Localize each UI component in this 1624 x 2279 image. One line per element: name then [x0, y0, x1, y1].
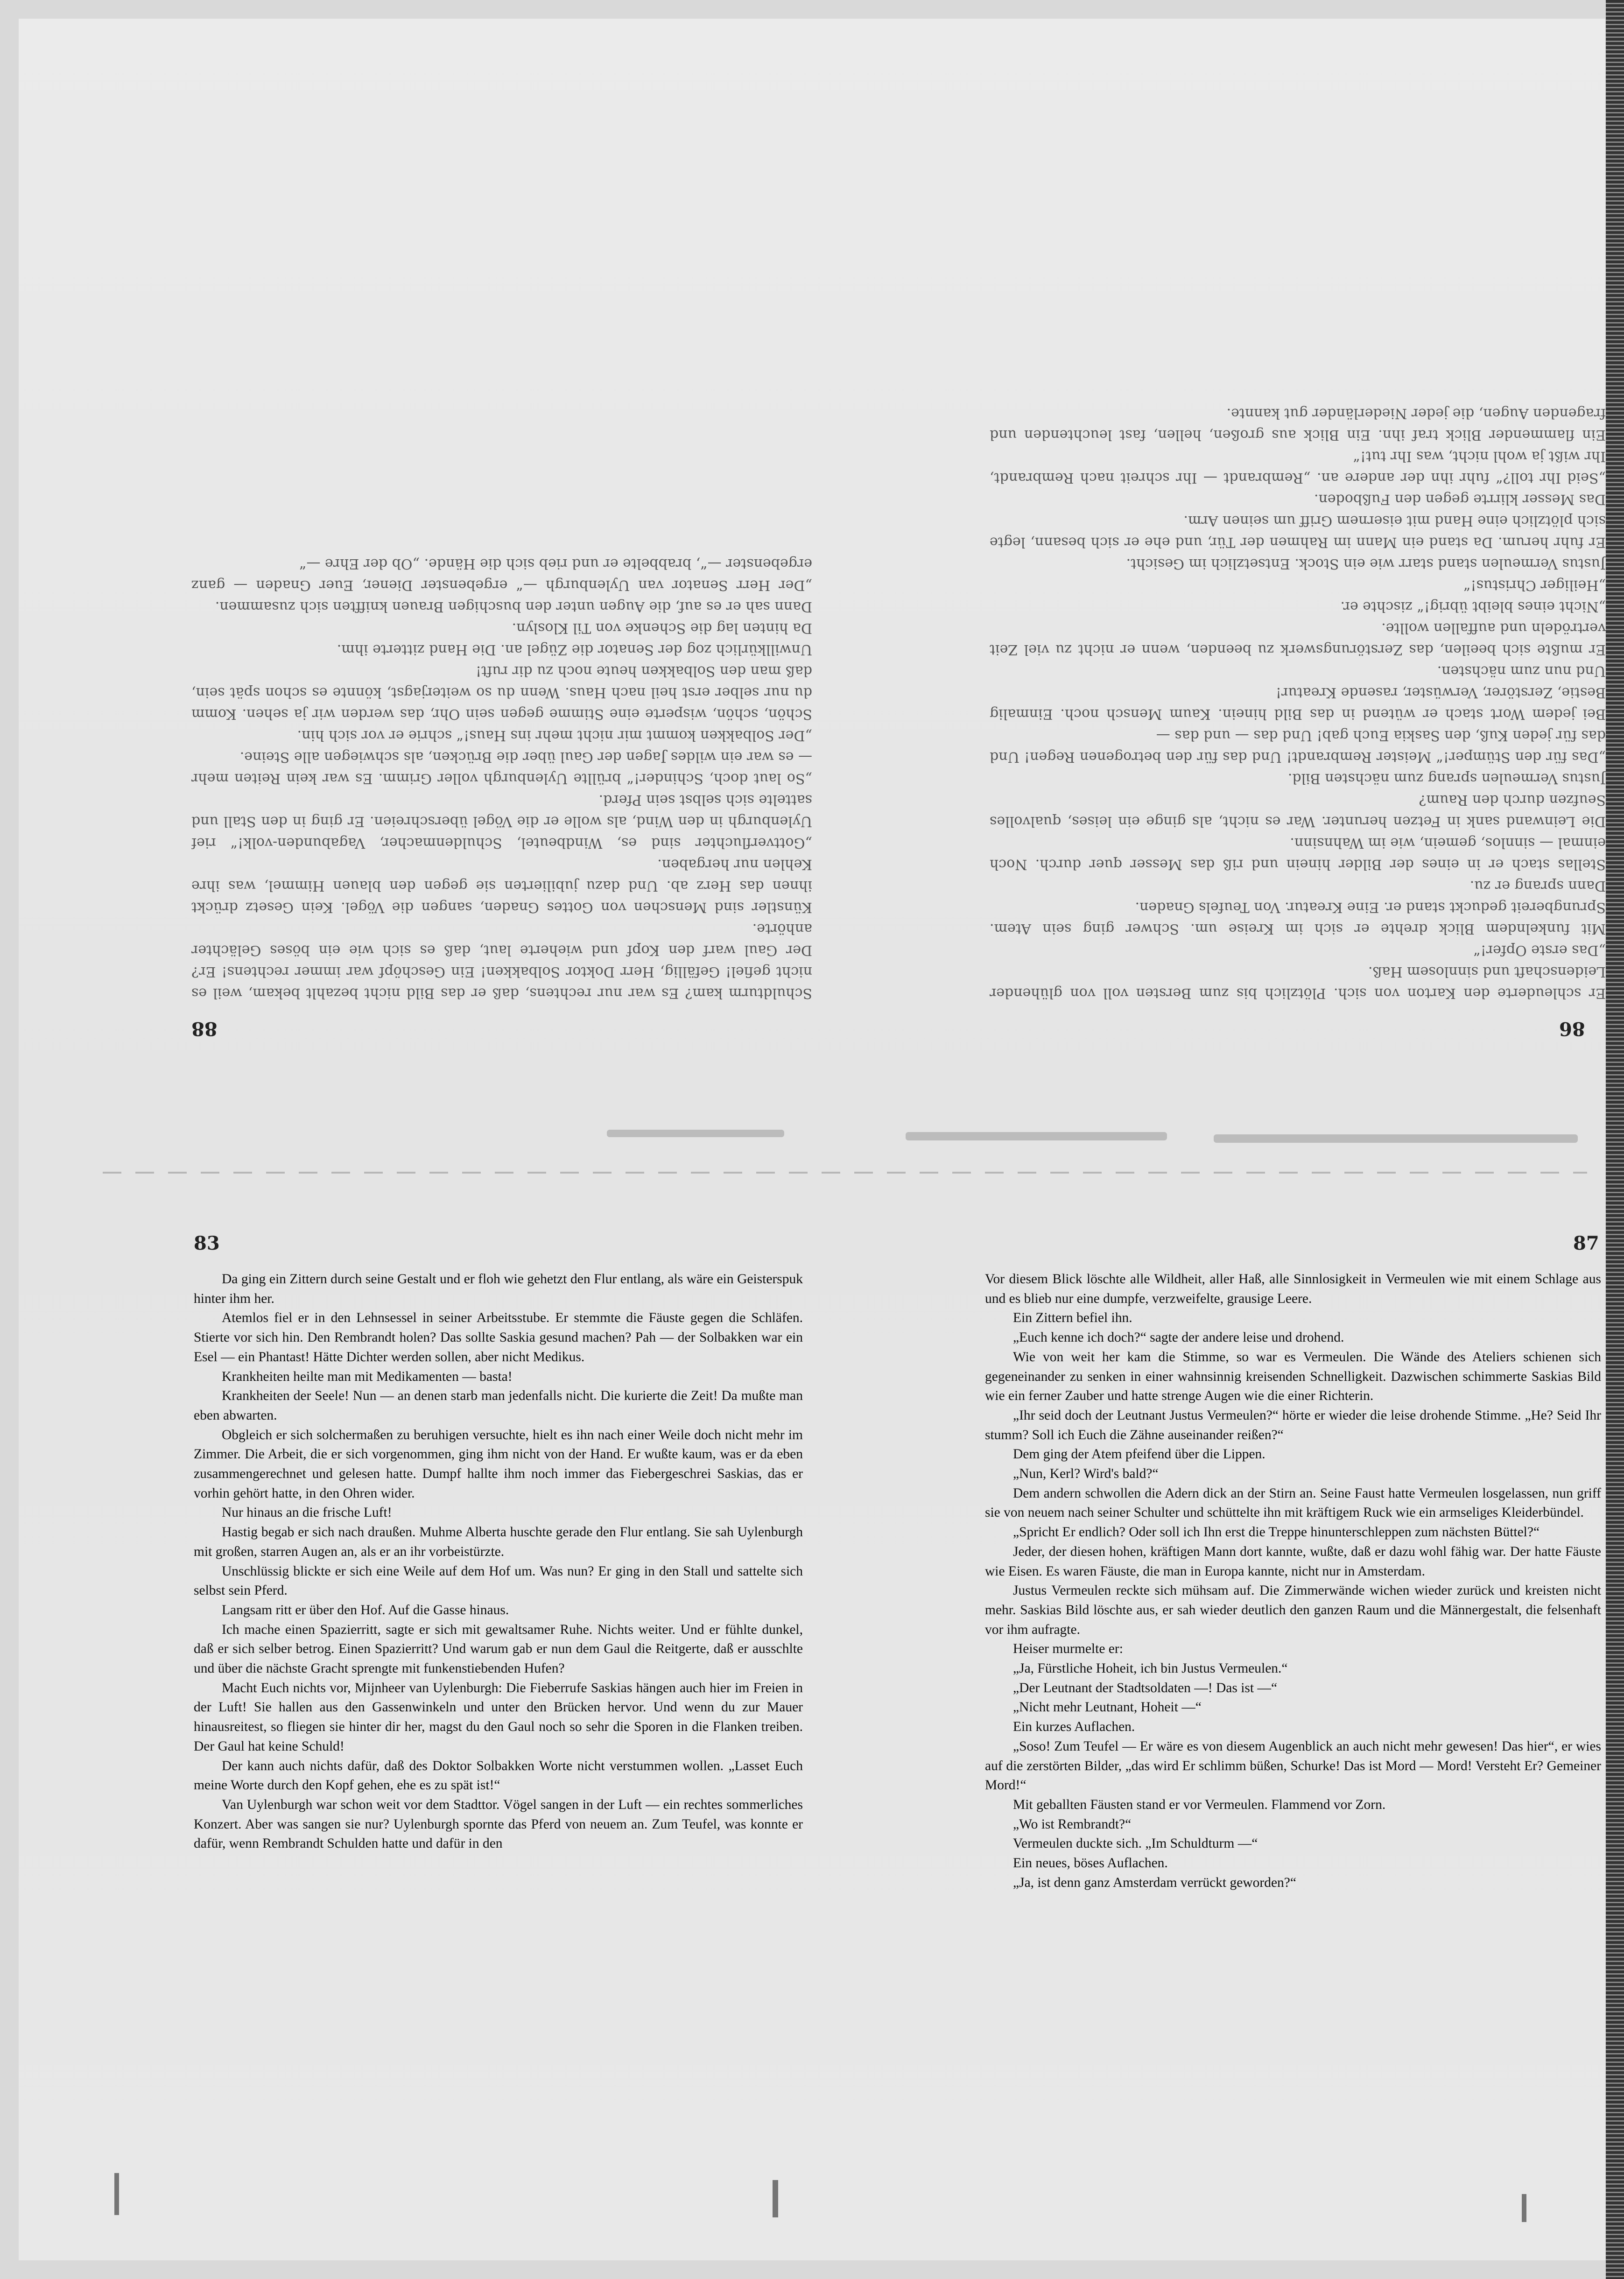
paragraph: Dem andern schwollen die Adern dick an der Stirn an. Seine Faust hatte Vermeulen losgelassen, nun griff sie von neuem nach seiner Schulter und schüttelte ihn mit kräftigem Ruck wie ein armseliges Kleiderbündel. [985, 1485, 1601, 1520]
paragraph: „Der Herr Senator van Uylenburgh —“ ergebenster Diener, Euer Gnaden — ganz ergebenster —“, brabbelte er und rieb sich die Hände. „Ob der Ehre —“ [191, 556, 812, 593]
paragraph: Unwillkürlich zog der Senator die Zügel an. Die Hand zitterte ihm. [337, 641, 812, 658]
paragraph: Ich mache einen Spazierritt, sagte er sich mit gewaltsamer Ruhe. Nichts weiter. Und er fühlte dunkel, daß er sich selber betrog. Einen Spazierritt? Und warum gab er nun dem Gaul die Reitgerte, daß er ausschlte und über die nächste Gracht sprengte mit funkenstiebenden Hufen? [194, 1622, 803, 1676]
paragraph: „Der Leutnant der Stadtsoldaten —! Das ist —“ [1013, 1680, 1278, 1695]
upside-down-page-right [990, 140, 1606, 1004]
bleed-through-header-left [607, 1130, 784, 1137]
paragraph: Mit geballten Fäusten stand er vor Vermeulen. Flammend vor Zorn. [1013, 1797, 1386, 1812]
paragraph: Nur hinaus an die frische Luft! [222, 1505, 392, 1520]
paragraph: Justus Vermeulen sprang zum nächsten Bild. [1287, 770, 1606, 787]
scan-edge-strip [1606, 0, 1624, 2279]
bottom-margin-mark-2 [773, 2180, 778, 2217]
paragraph: Schön, schön, wisperte eine Stimme gegen sein Ohr, das werden wir ja sehen. Komm du nur selber erst heil nach Haus. Wenn du so weiterjagst, könnte es schon spät sein, daß man den Solbakken heute noch zu dir ruft! [191, 663, 812, 722]
paragraph: „Ja, ist denn ganz Amsterdam verrückt geworden?“ [1013, 1875, 1296, 1890]
paragraph: Heiser murmelte er: [1013, 1641, 1123, 1657]
paragraph: Er schleuderte den Karton von sich. Plötzlich bis zum Bersten voll von glühender Leidenschaft und sinnlosem Haß. [990, 964, 1606, 1001]
paragraph: „Seid Ihr toll?“ fuhr ihn der andere an. „Rembrandt — Ihr schreit nach Rembrandt, Ihr wißt ja wohl nicht, was Ihr tut!“ [990, 448, 1606, 486]
paragraph: Macht Euch nichts vor, Mijnheer van Uylenburgh: Die Fieberrufe Saskias hängen auch hier im Freien in der Luft! Sie hallen aus den Gassenwinkeln und unter den Brücken hervor. Und wenn du zur Mauer hinausreitest, so fliegen sie hinter dir her, magst du den Gaul noch so sehr die Sporen in die Flanken treiben. Der Gaul hat keine Schuld! [194, 1680, 803, 1754]
paragraph: Dem ging der Atem pfeifend über die Lippen. [1013, 1447, 1265, 1462]
paragraph: „Heiliger Christus!“ [1463, 577, 1606, 593]
paragraph: „Das erste Opfer!“ [1473, 942, 1606, 958]
paragraph: Ein kurzes Auflachen. [1013, 1719, 1135, 1735]
paragraph: Wie von weit her kam die Stimme, so war es Vermeulen. Die Wände des Ateliers schienen sich gegeneinander zu senken in einer wahnsinnig kreisenden Schnelligkeit. Dazwischen schimmerte Saskias Bild wie ein ferner Zauber und hatte strenge Augen wie die einer Richterin. [985, 1349, 1601, 1404]
paragraph: „So laut doch, Schinder!“ brüllte Uylenburgh voller Grimm. Es war kein Reiten mehr — es war ein wildes Jagen der Gaul über die Brücken, als schwiegen alle Steine. [191, 749, 812, 787]
paragraph: Van Uylenburgh war schon weit vor dem Stadttor. Vögel sangen in der Luft — ein rechtes sommerliches Konzert. Aber was sangen sie nur? Uylenburgh spornte das Pferd von neuem an. Zum Teufel, was konnte er dafür, wenn Rembrandt Schulden hatte und dafür in den [194, 1797, 803, 1851]
paragraph: Krankheiten heilte man mit Medikamenten — basta! [222, 1369, 513, 1384]
paragraph: Hastig begab er sich nach draußen. Muhme Alberta huschte gerade den Flur entlang. Sie sah Uylenburgh mit großen, starren Augen an, als er an ihr vorbeistürzte. [194, 1525, 803, 1559]
paragraph: Da ging ein Zittern durch seine Gestalt und er floh wie gehetzt den Flur entlang, als wäre ein Geisterspuk hinter ihm her. [194, 1272, 803, 1306]
paragraph: Die Leinwand sank in Fetzen herunter. War es nicht, als ginge ein leises, qualvolles Seufzen durch den Raum? [990, 792, 1606, 830]
paragraph: Schuldturm kam? Es war nur rechtens, daß er das Bild nicht bezahlt bekam, weil es nicht gefiel! Gefällig, Herr Doktor Solbakken! Ein Geschöpf war immer rechtens! Er? Der Gaul warf den Kopf und wieherte laut, daß es sich wie ein böses Gelächter anhörte. [191, 921, 812, 1001]
paragraph: Stellas stach er in eines der Bilder hinein und riß das Messer quer durch. Noch einmal — sinnlos, gemein, wie im Wahnsinn. [990, 835, 1606, 872]
paragraph: Langsam ritt er über den Hof. Auf die Gasse hinaus. [222, 1602, 509, 1618]
paragraph: Mit funkelndem Blick drehte er sich im Kreise um. Schwer ging sein Atem. Sprungbereit geduckt stand er. Eine Kreatur. Von Teufels Gnaden. [990, 899, 1606, 937]
page-number-86: 86 [1559, 1018, 1585, 1040]
paragraph: „Soso! Zum Teufel — Er wäre es von diesem Augenblick an auch nicht mehr gewesen! Das hier“, er wies auf die zerstörten Bilder, „das wird Er schlimm büßen, Schurke! Das ist Mord — Mord! Versteht Er? Gemeiner Mord!“ [985, 1738, 1601, 1793]
paragraph: Ein flammender Blick traf ihn. Ein Blick aus großen, hellen, fast leuchtenden und fragenden Augen, die jeder Niederländer gut kannte. [990, 405, 1606, 443]
paragraph: Dann sprang er zu. [1469, 878, 1606, 894]
paragraph: „Ja, Fürstliche Hoheit, ich bin Justus Vermeulen.“ [1013, 1661, 1288, 1676]
paragraph: „Euch kenne ich doch?“ sagte der andere leise und drohend. [1013, 1330, 1344, 1345]
upside-down-page-left [191, 140, 812, 1004]
paragraph: „Wo ist Rembrandt?“ [1013, 1816, 1132, 1832]
paragraph: „Das für den Stümper!“ Meister Rembrandt! Und das für den betrogenen Regen! Und das für jeden Kuß, den Saskia Euch gab! Und das — und das — [990, 727, 1606, 765]
paragraph: Künstler sind Menschen von Gottes Gnaden, sangen die Vögel. Kein Gesetz drückt ihnen das Herz ab. Und dazu jubilierten sie gegen den blauen Himmel, was ihre Kehlen nur hergaben. [191, 856, 812, 915]
page-number-88: 88 [191, 1018, 218, 1040]
page-fold-divider [103, 1172, 1587, 1174]
bottom-margin-mark-1 [114, 2173, 119, 2215]
page-number-87: 87 [1573, 1232, 1599, 1254]
paragraph: Justus Vermeulen stand starr wie ein Stock. Entsetzlich im Gesicht. [1126, 556, 1606, 572]
bottom-margin-mark-3 [1522, 2194, 1526, 2222]
paragraph: Er fuhr herum. Da stand ein Mann im Rahmen der Tür, und ehe er sich besann, legte sich plötzlich eine Hand mit eisernem Griff um seinen Arm. [990, 513, 1606, 550]
paragraph: Unschlüssig blickte er sich eine Weile auf dem Hof um. Was nun? Er ging in den Stall und sattelte sich selbst sein Pferd. [194, 1563, 803, 1598]
page-87-body [985, 1270, 1601, 2157]
paragraph: „Nicht mehr Leutnant, Hoheit —“ [1013, 1700, 1202, 1715]
paragraph: Ein Zittern befiel ihn. [1013, 1310, 1132, 1326]
paragraph: Vermeulen duckte sich. „Im Schuldturm —“ [1013, 1836, 1258, 1851]
bleed-through-header-mid [906, 1132, 1167, 1140]
paragraph: „Ihr seid doch der Leutnant Justus Vermeulen?“ hörte er wieder die leise drohende Stimme. „He? Seid Ihr stumm? Soll ich Euch die Zähne auseinander reißen?“ [985, 1407, 1601, 1442]
paragraph: „Gottverfluchter sind es, Windbeutel, Schuldenmacher, Vagabunden-volk!“ rief Uylenburgh in den Wind, als wolle er die Vögel überschreien. Er ging in den Stall und sattelte sich selbst sein Pferd. [191, 792, 812, 851]
paragraph: „Spricht Er endlich? Oder soll ich Ihn erst die Treppe hinunterschleppen zum nächsten Büttel?“ [1013, 1525, 1540, 1540]
paragraph: Bei jedem Wort stach er wütend in das Bild hinein. Kaum Mensch noch. Einmalig Bestie, Zerstörer, Verwüster, rasende Kreatur! [990, 684, 1606, 722]
paragraph: „Nicht eines bleibt übrig!“ zischte er. [1340, 598, 1606, 615]
paragraph: Jeder, der diesen hohen, kräftigen Mann dort kannte, wußte, daß er dazu wohl fähig war. Der hatte Fäuste wie Eisen. Es waren Fäuste, die man in Europa kannte, nicht nur in Amsterdam. [985, 1544, 1601, 1579]
paragraph: Und nun zum nächsten. [1437, 663, 1606, 679]
paragraph: Vor diesem Blick löschte alle Wildheit, aller Haß, alle Sinnlosigkeit in Vermeulen wie mit einem Schlage aus und es blieb nur eine dumpfe, verzweifelte, grausige Leere. [985, 1272, 1601, 1306]
page-83-body [194, 1270, 803, 2157]
paragraph: „Der Solbakken kommt mir nicht mehr ins Haus!“ schrie er vor sich hin. [297, 727, 812, 744]
paragraph: Ein neues, böses Auflachen. [1013, 1856, 1168, 1871]
paragraph: Justus Vermeulen reckte sich mühsam auf. Die Zimmerwände wichen wieder zurück und kreisten nicht mehr. Saskias Bild löschte aus, er sah wieder deutlich den ganzen Raum und die Männergestalt, die felsenhaft vor ihm aufragte. [985, 1583, 1601, 1637]
paragraph: „Nun, Kerl? Wird's bald?“ [1013, 1466, 1159, 1482]
paragraph: Dann sah er es auf, die Augen unter den buschigen Brauen knifften sich zusammen. [215, 598, 812, 615]
paragraph: Da hinten lag die Schenke von Til Kloslyn. [512, 620, 812, 636]
bleed-through-header-right [1214, 1134, 1578, 1143]
paragraph: Der kann auch nichts dafür, daß des Doktor Solbakken Worte nicht verstummen wollen. „Lasset Euch meine Worte durch den Kopf gehen, ehe es zu spät ist!“ [194, 1758, 803, 1793]
paragraph: Atemlos fiel er in den Lehnsessel in seiner Arbeitsstube. Er stemmte die Fäuste gegen die Schläfen. Stierte vor sich hin. Den Rembrandt holen? Das sollte Saskia gesund machen? Pah — der Solbakken war ein Esel — ein Phantast! Hätte Dichter werden sollen, aber nicht Medikus. [194, 1310, 803, 1365]
paragraph: Er mußte sich beeilen, das Zerstörungswerk zu beenden, wenn er nicht zu viel Zeit vertrödeln und auffallen wollte. [990, 620, 1606, 658]
paragraph: Das Messer klirrte gegen den Fußboden. [1314, 491, 1606, 507]
scanned-sheet [19, 19, 1605, 2260]
paragraph: Obgleich er sich solchermaßen zu beruhigen versuchte, hielt es ihn nach einer Weile doch nicht mehr im Zimmer. Die Arbeit, die er sich vorgenommen, ging ihm nicht von der Hand. Er wußte kaum, was er da eben zusammengerechnet und gelesen hatte. Dumpf hallte ihm noch immer das Fiebergeschrei Saskias, das er vorhin gehört hatte, in den Ohren wider. [194, 1427, 803, 1501]
paragraph: Krankheiten der Seele! Nun — an denen starb man jedenfalls nicht. Die kurierte die Zeit! Da mußte man eben abwarten. [194, 1388, 803, 1423]
page-number-83: 83 [194, 1232, 220, 1254]
